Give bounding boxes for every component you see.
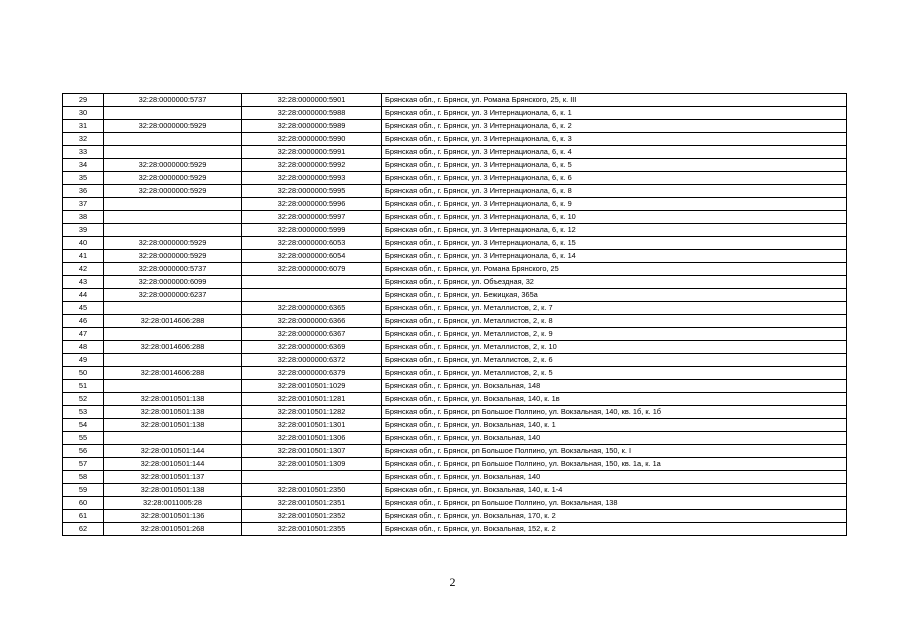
table-row bbox=[63, 432, 847, 445]
address-cell: Брянская обл., г. Брянск, ул. 3 Интернационала, 6, к. 15 bbox=[382, 237, 847, 250]
address-cell: Брянская обл., г. Брянск, ул. Металлистов, 2, к. 9 bbox=[382, 328, 847, 341]
row-number-cell: 58 bbox=[63, 471, 104, 484]
page-number: 2 bbox=[449, 575, 456, 589]
address-cell: Брянская обл., г. Брянск, ул. Романа Брянского, 25 bbox=[382, 263, 847, 276]
address-cell: Брянская обл., г. Брянск, ул. 3 Интернационала, 6, к. 14 bbox=[382, 250, 847, 263]
row-number-cell: 29 bbox=[63, 94, 104, 107]
address-cell: Брянская обл., г. Брянск, ул. 3 Интернационала, 6, к. 8 bbox=[382, 185, 847, 198]
address-cell: Брянская обл., г. Брянск, ул. 3 Интернационала, 6, к. 3 bbox=[382, 133, 847, 146]
table-row bbox=[63, 146, 847, 159]
cadastral-number-cell: 32:28:0010501:2351 bbox=[242, 497, 382, 510]
table-row bbox=[63, 237, 847, 250]
table-row bbox=[63, 289, 847, 302]
table-row bbox=[63, 341, 847, 354]
address-cell: Брянская обл., г. Брянск, ул. Металлистов, 2, к. 5 bbox=[382, 367, 847, 380]
row-number-cell: 45 bbox=[63, 302, 104, 315]
parent-cadastral-number-cell bbox=[104, 211, 242, 224]
cadastral-number-cell: 32:28:0000000:5997 bbox=[242, 211, 382, 224]
row-number-cell: 60 bbox=[63, 497, 104, 510]
cadastral-number-cell: 32:28:0010501:2352 bbox=[242, 510, 382, 523]
row-number-cell: 40 bbox=[63, 237, 104, 250]
cadastral-number-cell: 32:28:0000000:5989 bbox=[242, 120, 382, 133]
parent-cadastral-number-cell: 32:28:0010501:268 bbox=[104, 523, 242, 536]
cadastral-number-cell: 32:28:0010501:1282 bbox=[242, 406, 382, 419]
cadastral-number-cell bbox=[242, 471, 382, 484]
address-cell: Брянская обл., г. Брянск, ул. 3 Интернационала, 6, к. 2 bbox=[382, 120, 847, 133]
table-row bbox=[63, 445, 847, 458]
row-number-cell: 56 bbox=[63, 445, 104, 458]
cadastral-number-cell: 32:28:0000000:6379 bbox=[242, 367, 382, 380]
row-number-cell: 52 bbox=[63, 393, 104, 406]
parent-cadastral-number-cell: 32:28:0010501:138 bbox=[104, 406, 242, 419]
address-cell: Брянская обл., г. Брянск, ул. Металлистов, 2, к. 6 bbox=[382, 354, 847, 367]
address-cell: Брянская обл., г. Брянск, ул. 3 Интернационала, 6, к. 10 bbox=[382, 211, 847, 224]
address-cell: Брянская обл., г. Брянск, ул. 3 Интернационала, 6, к. 1 bbox=[382, 107, 847, 120]
parent-cadastral-number-cell bbox=[104, 354, 242, 367]
address-cell: Брянская обл., г. Брянск, ул. Романа Брянского, 25, к. III bbox=[382, 94, 847, 107]
table-row bbox=[63, 458, 847, 471]
address-cell: Брянская обл., г. Брянск, рп Большое Полпино, ул. Вокзальная, 140, кв. 1б, к. 1б bbox=[382, 406, 847, 419]
row-number-cell: 55 bbox=[63, 432, 104, 445]
cadastral-number-cell: 32:28:0010501:1307 bbox=[242, 445, 382, 458]
row-number-cell: 32 bbox=[63, 133, 104, 146]
table-row bbox=[63, 276, 847, 289]
table-row bbox=[63, 380, 847, 393]
row-number-cell: 51 bbox=[63, 380, 104, 393]
cadastral-number-cell: 32:28:0000000:6372 bbox=[242, 354, 382, 367]
table-row bbox=[63, 120, 847, 133]
row-number-cell: 30 bbox=[63, 107, 104, 120]
table-row bbox=[63, 198, 847, 211]
address-cell: Брянская обл., г. Брянск, ул. Вокзальная, 140, к. 1в bbox=[382, 393, 847, 406]
cadastral-number-cell: 32:28:0000000:5996 bbox=[242, 198, 382, 211]
cadastral-number-cell: 32:28:0010501:1306 bbox=[242, 432, 382, 445]
address-cell: Брянская обл., г. Брянск, ул. 3 Интернационала, 6, к. 4 bbox=[382, 146, 847, 159]
cadastral-table bbox=[62, 93, 847, 536]
table-row bbox=[63, 510, 847, 523]
row-number-cell: 41 bbox=[63, 250, 104, 263]
row-number-cell: 34 bbox=[63, 159, 104, 172]
parent-cadastral-number-cell: 32:28:0000000:5929 bbox=[104, 172, 242, 185]
table-row bbox=[63, 94, 847, 107]
row-number-cell: 57 bbox=[63, 458, 104, 471]
table-row bbox=[63, 133, 847, 146]
row-number-cell: 39 bbox=[63, 224, 104, 237]
cadastral-number-cell: 32:28:0000000:5988 bbox=[242, 107, 382, 120]
cadastral-number-cell: 32:28:0000000:5999 bbox=[242, 224, 382, 237]
table-row bbox=[63, 484, 847, 497]
parent-cadastral-number-cell: 32:28:0010501:138 bbox=[104, 484, 242, 497]
row-number-cell: 47 bbox=[63, 328, 104, 341]
cadastral-number-cell bbox=[242, 276, 382, 289]
parent-cadastral-number-cell: 32:28:0000000:5929 bbox=[104, 185, 242, 198]
parent-cadastral-number-cell: 32:28:0000000:6099 bbox=[104, 276, 242, 289]
parent-cadastral-number-cell: 32:28:0010501:144 bbox=[104, 445, 242, 458]
address-cell: Брянская обл., г. Брянск, ул. Вокзальная, 140, к. 1-4 bbox=[382, 484, 847, 497]
cadastral-number-cell: 32:28:0010501:1309 bbox=[242, 458, 382, 471]
address-cell: Брянская обл., г. Брянск, рп Большое Полпино, ул. Вокзальная, 150, кв. 1а, к. 1а bbox=[382, 458, 847, 471]
parent-cadastral-number-cell: 32:28:0010501:137 bbox=[104, 471, 242, 484]
parent-cadastral-number-cell bbox=[104, 133, 242, 146]
table-row bbox=[63, 471, 847, 484]
table-row bbox=[63, 419, 847, 432]
table-row bbox=[63, 315, 847, 328]
address-cell: Брянская обл., г. Брянск, ул. 3 Интернационала, 6, к. 6 bbox=[382, 172, 847, 185]
address-cell: Брянская обл., г. Брянск, ул. Бежицкая, 365а bbox=[382, 289, 847, 302]
cadastral-number-cell: 32:28:0000000:6367 bbox=[242, 328, 382, 341]
row-number-cell: 49 bbox=[63, 354, 104, 367]
parent-cadastral-number-cell: 32:28:0010501:136 bbox=[104, 510, 242, 523]
cadastral-number-cell: 32:28:0000000:6079 bbox=[242, 263, 382, 276]
cadastral-number-cell bbox=[242, 289, 382, 302]
cadastral-number-cell: 32:28:0000000:6369 bbox=[242, 341, 382, 354]
row-number-cell: 31 bbox=[63, 120, 104, 133]
table-row bbox=[63, 263, 847, 276]
parent-cadastral-number-cell bbox=[104, 107, 242, 120]
cadastral-number-cell: 32:28:0000000:5990 bbox=[242, 133, 382, 146]
parent-cadastral-number-cell: 32:28:0000000:6237 bbox=[104, 289, 242, 302]
table-row bbox=[63, 328, 847, 341]
address-cell: Брянская обл., г. Брянск, ул. Вокзальная, 152, к. 2 bbox=[382, 523, 847, 536]
address-cell: Брянская обл., г. Брянск, ул. Объездная, 32 bbox=[382, 276, 847, 289]
address-cell: Брянская обл., г. Брянск, ул. 3 Интернационала, 6, к. 9 bbox=[382, 198, 847, 211]
parent-cadastral-number-cell bbox=[104, 198, 242, 211]
cadastral-number-cell: 32:28:0000000:5901 bbox=[242, 94, 382, 107]
cadastral-number-cell: 32:28:0010501:1281 bbox=[242, 393, 382, 406]
row-number-cell: 42 bbox=[63, 263, 104, 276]
row-number-cell: 35 bbox=[63, 172, 104, 185]
cadastral-number-cell: 32:28:0000000:6053 bbox=[242, 237, 382, 250]
table-row bbox=[63, 406, 847, 419]
address-cell: Брянская обл., г. Брянск, ул. Вокзальная, 140 bbox=[382, 432, 847, 445]
cadastral-number-cell: 32:28:0000000:6366 bbox=[242, 315, 382, 328]
parent-cadastral-number-cell bbox=[104, 302, 242, 315]
cadastral-number-cell: 32:28:0000000:6365 bbox=[242, 302, 382, 315]
parent-cadastral-number-cell: 32:28:0010501:144 bbox=[104, 458, 242, 471]
cadastral-number-cell: 32:28:0010501:1301 bbox=[242, 419, 382, 432]
parent-cadastral-number-cell: 32:28:0000000:5737 bbox=[104, 94, 242, 107]
parent-cadastral-number-cell: 32:28:0000000:5929 bbox=[104, 250, 242, 263]
table-body bbox=[63, 94, 847, 536]
address-cell: Брянская обл., г. Брянск, ул. Металлистов, 2, к. 7 bbox=[382, 302, 847, 315]
table-row bbox=[63, 393, 847, 406]
parent-cadastral-number-cell: 32:28:0014606:288 bbox=[104, 315, 242, 328]
address-cell: Брянская обл., г. Брянск, ул. 3 Интернационала, 6, к. 12 bbox=[382, 224, 847, 237]
cadastral-number-cell: 32:28:0000000:6054 bbox=[242, 250, 382, 263]
parent-cadastral-number-cell: 32:28:0011005:28 bbox=[104, 497, 242, 510]
parent-cadastral-number-cell bbox=[104, 146, 242, 159]
row-number-cell: 53 bbox=[63, 406, 104, 419]
table-row bbox=[63, 367, 847, 380]
table-row bbox=[63, 354, 847, 367]
cadastral-number-cell: 32:28:0000000:5992 bbox=[242, 159, 382, 172]
parent-cadastral-number-cell: 32:28:0000000:5929 bbox=[104, 120, 242, 133]
cadastral-number-cell: 32:28:0010501:2350 bbox=[242, 484, 382, 497]
table-row bbox=[63, 159, 847, 172]
address-cell: Брянская обл., г. Брянск, ул. Вокзальная, 140, к. 1 bbox=[382, 419, 847, 432]
cadastral-number-cell: 32:28:0000000:5995 bbox=[242, 185, 382, 198]
parent-cadastral-number-cell: 32:28:0014606:288 bbox=[104, 341, 242, 354]
row-number-cell: 54 bbox=[63, 419, 104, 432]
parent-cadastral-number-cell bbox=[104, 432, 242, 445]
table-row bbox=[63, 250, 847, 263]
parent-cadastral-number-cell: 32:28:0010501:138 bbox=[104, 393, 242, 406]
parent-cadastral-number-cell: 32:28:0010501:138 bbox=[104, 419, 242, 432]
address-cell: Брянская обл., г. Брянск, ул. Металлистов, 2, к. 10 bbox=[382, 341, 847, 354]
parent-cadastral-number-cell: 32:28:0014606:288 bbox=[104, 367, 242, 380]
cadastral-number-cell: 32:28:0000000:5993 bbox=[242, 172, 382, 185]
table-row bbox=[63, 302, 847, 315]
address-cell: Брянская обл., г. Брянск, рп Большое Полпино, ул. Вокзальная, 150, к. I bbox=[382, 445, 847, 458]
row-number-cell: 59 bbox=[63, 484, 104, 497]
address-cell: Брянская обл., г. Брянск, ул. Металлистов, 2, к. 8 bbox=[382, 315, 847, 328]
row-number-cell: 36 bbox=[63, 185, 104, 198]
row-number-cell: 33 bbox=[63, 146, 104, 159]
row-number-cell: 61 bbox=[63, 510, 104, 523]
row-number-cell: 48 bbox=[63, 341, 104, 354]
table-row bbox=[63, 224, 847, 237]
row-number-cell: 44 bbox=[63, 289, 104, 302]
address-cell: Брянская обл., г. Брянск, ул. 3 Интернационала, 6, к. 5 bbox=[382, 159, 847, 172]
table-row bbox=[63, 497, 847, 510]
row-number-cell: 46 bbox=[63, 315, 104, 328]
parent-cadastral-number-cell bbox=[104, 380, 242, 393]
cadastral-number-cell: 32:28:0010501:1029 bbox=[242, 380, 382, 393]
address-cell: Брянская обл., г. Брянск, ул. Вокзальная, 148 bbox=[382, 380, 847, 393]
row-number-cell: 62 bbox=[63, 523, 104, 536]
address-cell: Брянская обл., г. Брянск, ул. Вокзальная, 140 bbox=[382, 471, 847, 484]
parent-cadastral-number-cell: 32:28:0000000:5929 bbox=[104, 159, 242, 172]
parent-cadastral-number-cell bbox=[104, 328, 242, 341]
cadastral-number-cell: 32:28:0000000:5991 bbox=[242, 146, 382, 159]
parent-cadastral-number-cell bbox=[104, 224, 242, 237]
table-row bbox=[63, 107, 847, 120]
cadastral-number-cell: 32:28:0010501:2355 bbox=[242, 523, 382, 536]
table-row bbox=[63, 172, 847, 185]
row-number-cell: 38 bbox=[63, 211, 104, 224]
row-number-cell: 43 bbox=[63, 276, 104, 289]
row-number-cell: 50 bbox=[63, 367, 104, 380]
table-row bbox=[63, 185, 847, 198]
table-row bbox=[63, 523, 847, 536]
table-row bbox=[63, 211, 847, 224]
row-number-cell: 37 bbox=[63, 198, 104, 211]
parent-cadastral-number-cell: 32:28:0000000:5929 bbox=[104, 237, 242, 250]
address-cell: Брянская обл., г. Брянск, рп Большое Полпино, ул. Вокзальная, 138 bbox=[382, 497, 847, 510]
parent-cadastral-number-cell: 32:28:0000000:5737 bbox=[104, 263, 242, 276]
address-cell: Брянская обл., г. Брянск, ул. Вокзальная, 170, к. 2 bbox=[382, 510, 847, 523]
